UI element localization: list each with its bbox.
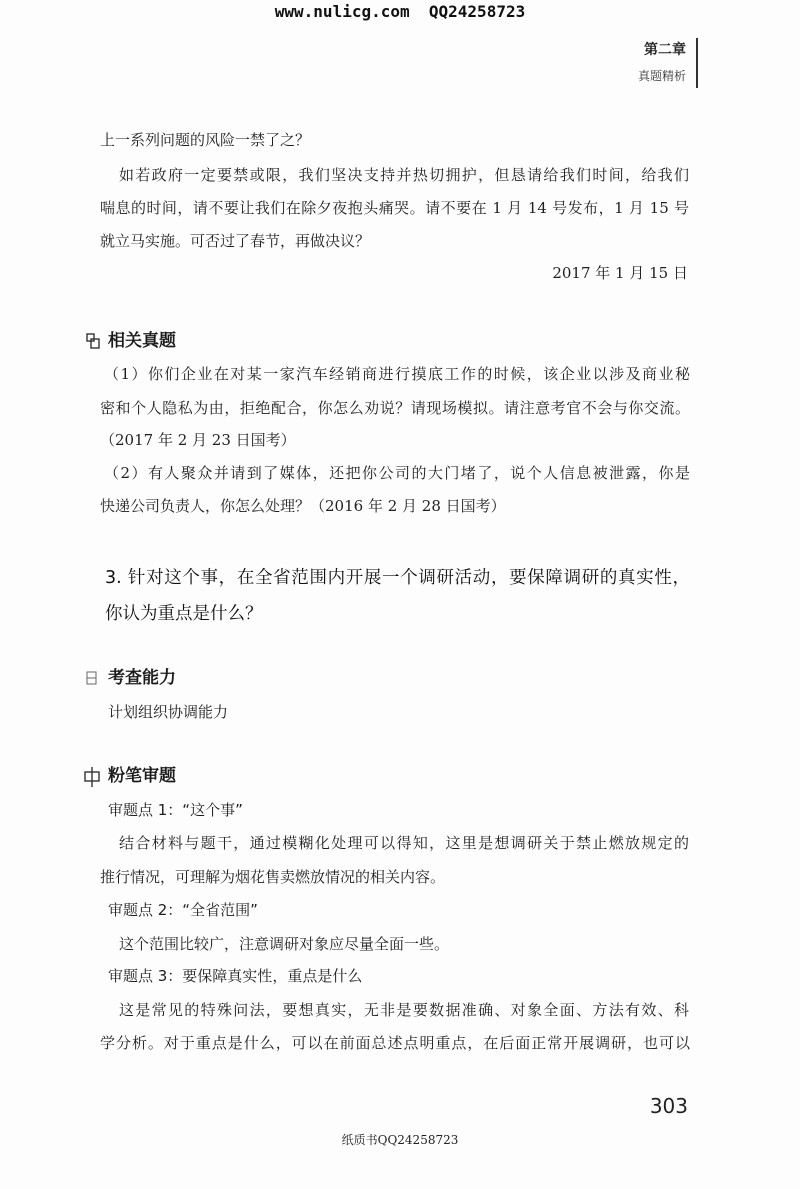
page-number: 303 (649, 1094, 688, 1118)
review-icon (84, 766, 100, 788)
ability-text: 计划组织协调能力 (108, 703, 229, 721)
analysis-point-line: 这是常见的特殊问法，要想真实，无非是要数据准确、对象全面、方法有效、科 (119, 1001, 689, 1019)
analysis-point-heading: 审题点 1：“这个事” (108, 801, 243, 819)
analysis-point-heading: 审题点 3：要保障真实性，重点是什么 (108, 967, 363, 985)
analysis-point-line: 推行情况，可理解为烟花售卖燃放情况的相关内容。 (100, 868, 446, 886)
analysis-title: 粉笔审题 (108, 766, 176, 786)
ability-title: 考查能力 (108, 668, 176, 688)
analysis-point-heading: 审题点 2：“全省范围” (108, 901, 258, 919)
related-questions-title: 相关真题 (108, 331, 176, 351)
passage-date: 2017 年 1 月 15 日 (552, 264, 688, 282)
related-question-source: （2017 年 2 月 23 日国考） (100, 431, 296, 449)
passage-line: 上一系列问题的风险一禁了之？ (100, 131, 311, 149)
passage-line: 就立马实施。可否过了春节，再做决议？ (100, 232, 371, 250)
passage-line: 喘息的时间，请不要让我们在除夕夜抱头痛哭。请不要在 1 月 14 号发布，1 月 15 号 (100, 199, 689, 217)
header-vertical-rule (696, 38, 698, 88)
bottom-footer: 纸质书QQ24258723 (341, 1133, 459, 1147)
running-header-section: 真题精析 (637, 69, 686, 83)
related-question-line: （1）你们企业在对某一家汽车经销商进行摸底工作的时候，该企业以涉及商业秘 (104, 365, 690, 383)
top-watermark: www.nulicg.com QQ24258723 (274, 2, 526, 21)
question-text: 你认为重点是什么？ (105, 604, 263, 624)
ability-icon (86, 671, 98, 685)
analysis-point-line: 结合材料与题干，通过模糊化处理可以得知，这里是想调研关于禁止燃放规定的 (119, 834, 689, 852)
running-header-chapter: 第二章 (644, 42, 686, 58)
analysis-point-line: 这个范围比较广，注意调研对象应尽量全面一些。 (119, 935, 450, 953)
related-question-line: 密和个人隐私为由，拒绝配合，你怎么劝说？请现场模拟。请注意考官不会与你交流。 (100, 399, 690, 417)
question-text: 3. 针对这个事，在全省范围内开展一个调研活动，要保障调研的真实性， (105, 568, 690, 588)
related-question-line: （2）有人聚众并请到了媒体，还把你公司的大门堵了，说个人信息被泄露，你是 (104, 464, 690, 482)
passage-line: 如若政府一定要禁或限，我们坚决支持并热切拥护，但恳请给我们时间，给我们 (119, 166, 689, 184)
related-questions-icon (86, 333, 100, 349)
related-question-line: 快递公司负责人，你怎么处理？（2016 年 2 月 28 日国考） (100, 497, 506, 515)
analysis-point-line: 学分析。对于重点是什么，可以在前面总述点明重点，在后面正常开展调研，也可以 (100, 1034, 690, 1052)
